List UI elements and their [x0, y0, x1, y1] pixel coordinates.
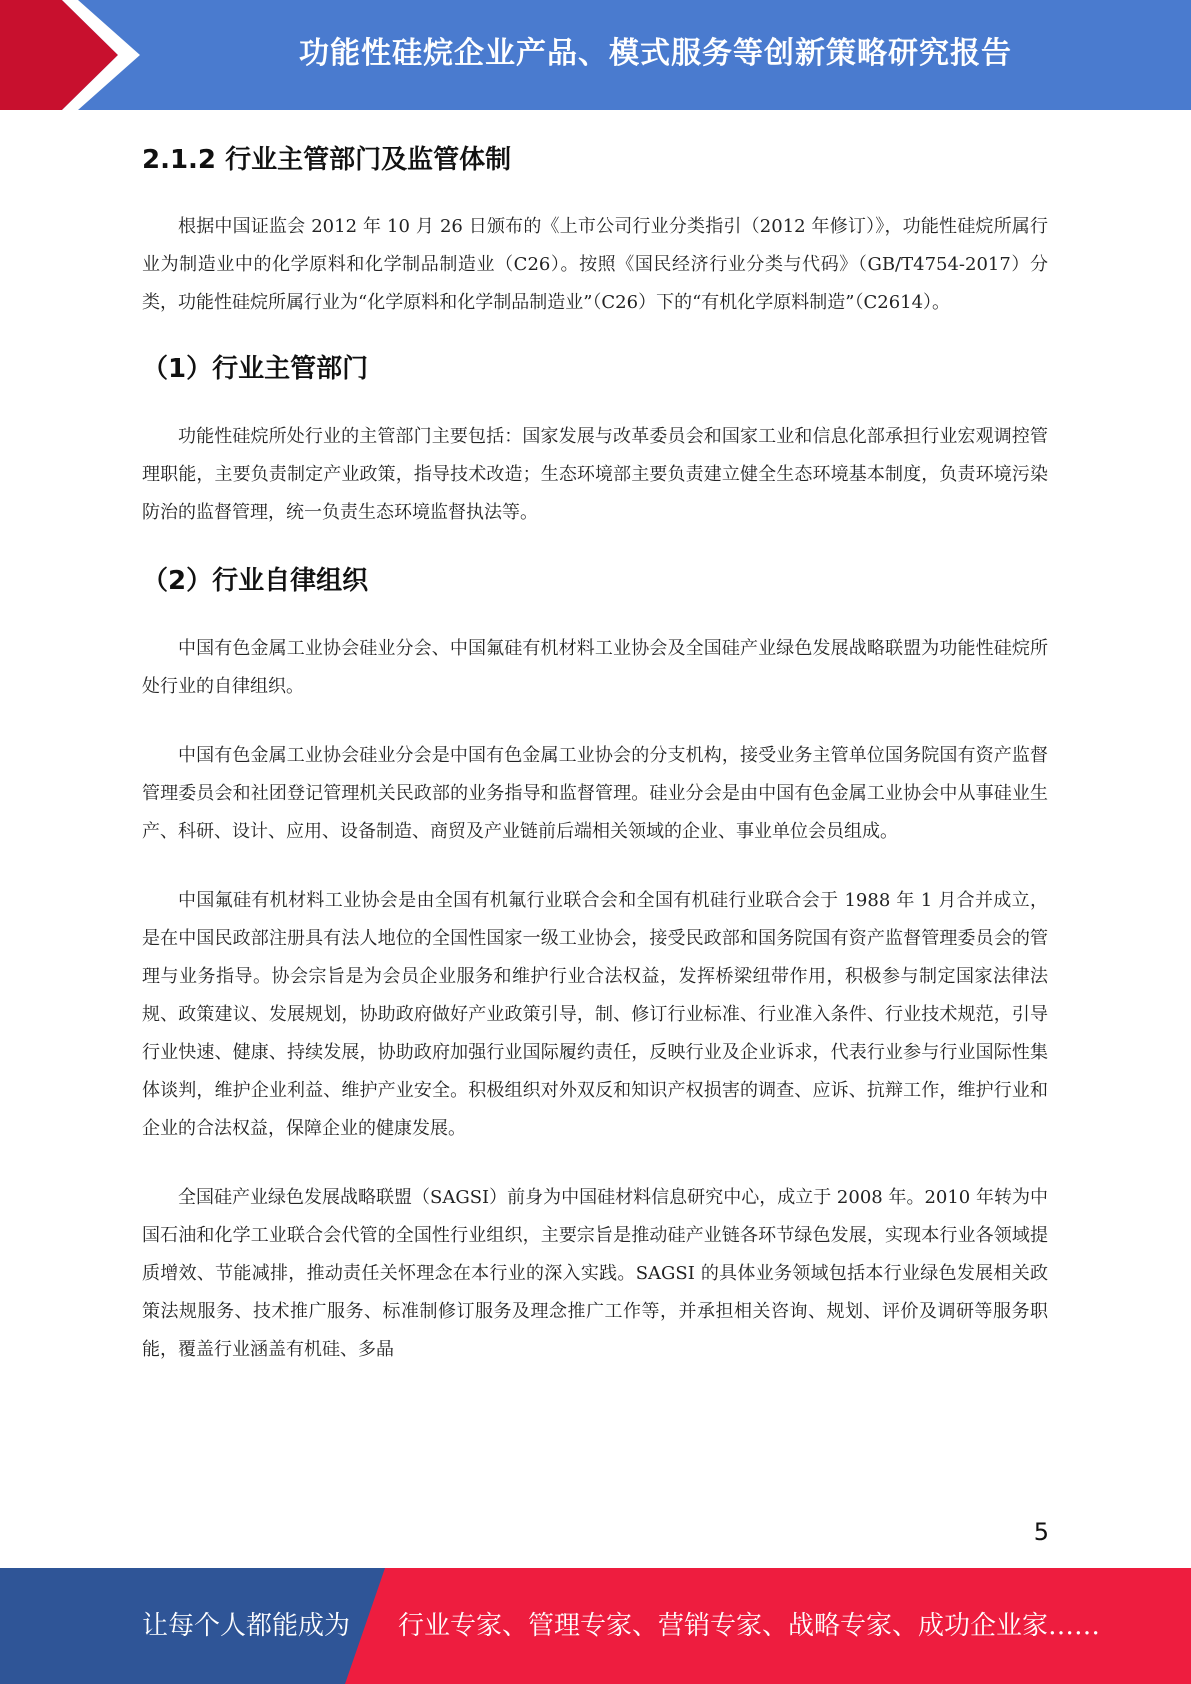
self-regulation-paragraph-3: 中国氟硅有机材料工业协会是由全国有机氟行业联合会和全国有机硅行业联合会于 1988 年 1 月合并成立，是在中国民政部注册具有法人地位的全国性国家一级工业协会，接受民政部和国务院国有资产监督管理委员会的管理与业务指导。协会宗旨是为会员企业服务和维护行业合法权益，发挥桥梁纽带作用，积极参与制定国家法律法规、政策建议、发展规划，协助政府做好产业政策引导，制、修订行业标准、行业准入条件、行业技术规范，引导行业快速、健康、持续发展，协助政府加强行业国际履约责任，反映行业及企业诉求，代表行业参与行业国际性集体谈判，维护企业利益、维护产业安全。积极组织对外双反和知识产权损害的调查、应诉、抗辩工作，维护行业和企业的合法权益，保障企业的健康发展。: [142, 890, 1048, 1139]
self-regulation-paragraph-4: 全国硅产业绿色发展战略联盟（SAGSI）前身为中国硅材料信息研究中心，成立于 2008 年。2010 年转为中国石油和化学工业联合会代管的全国性行业组织，主要宗旨是推动硅产业链各环节绿色发展，实现本行业各领域提质增效、节能减排，推动责任关怀理念在本行业的深入实践。SAGSI 的具体业务领域包括本行业绿色发展相关政策法规服务、技术推广服务、标准制修订服务及理念推广工作等，并承担相关咨询、规划、评价及调研等服务职能，覆盖行业涵盖有机硅、多晶: [142, 1187, 1048, 1360]
subsection-heading-self-regulation: （2）行业自律组织: [142, 566, 369, 596]
page-content: [142, 120, 1048, 1369]
self-regulation-paragraph-1: 中国有色金属工业协会硅业分会、中国氟硅有机材料工业协会及全国硅产业绿色发展战略联盟为功能性硅烷所处行业的自律组织。: [142, 638, 1048, 697]
page-number: 5: [1033, 1518, 1049, 1546]
section-intro-paragraph: 根据中国证监会 2012 年 10 月 26 日颁布的《上市公司行业分类指引（2012 年修订）》，功能性硅烷所属行业为制造业中的化学原料和化学制品制造业（C26）。按照《国民经济行业分类与代码》（GB/T4754-2017）分类，功能性硅烷所属行业为“化学原料和化学制品制造业”（C26）下的“有机化学原料制造”（C2614）。: [142, 216, 1048, 313]
self-regulation-paragraph-2: 中国有色金属工业协会硅业分会是中国有色金属工业协会的分支机构，接受业务主管单位国务院国有资产监督管理委员会和社团登记管理机关民政部的业务指导和监督管理。硅业分会是由中国有色金属工业协会中从事硅业生产、科研、设计、应用、设备制造、商贸及产业链前后端相关领域的企业、事业单位会员组成。: [142, 745, 1048, 842]
subsection-heading-regulators: （1）行业主管部门: [142, 354, 369, 384]
page-footer: [0, 1568, 1191, 1684]
footer-slogan-right: 行业专家、管理专家、营销专家、战略专家、成功企业家……: [398, 1611, 1101, 1641]
regulators-paragraph: 功能性硅烷所处行业的主管部门主要包括：国家发展与改革委员会和国家工业和信息化部承担行业宏观调控管理职能，主要负责制定产业政策，指导技术改造；生态环境部主要负责建立健全生态环境基本制度，负责环境污染防治的监督管理，统一负责生态环境监督执法等。: [142, 426, 1048, 523]
header-arrow-icon: [0, 0, 160, 110]
page-header: [0, 0, 1191, 110]
footer-slogan-left: 让每个人都能成为: [142, 1611, 351, 1641]
report-title: 功能性硅烷企业产品、模式服务等创新策略研究报告: [299, 36, 1012, 71]
section-heading: 2.1.2 行业主管部门及监管体制: [142, 145, 512, 175]
